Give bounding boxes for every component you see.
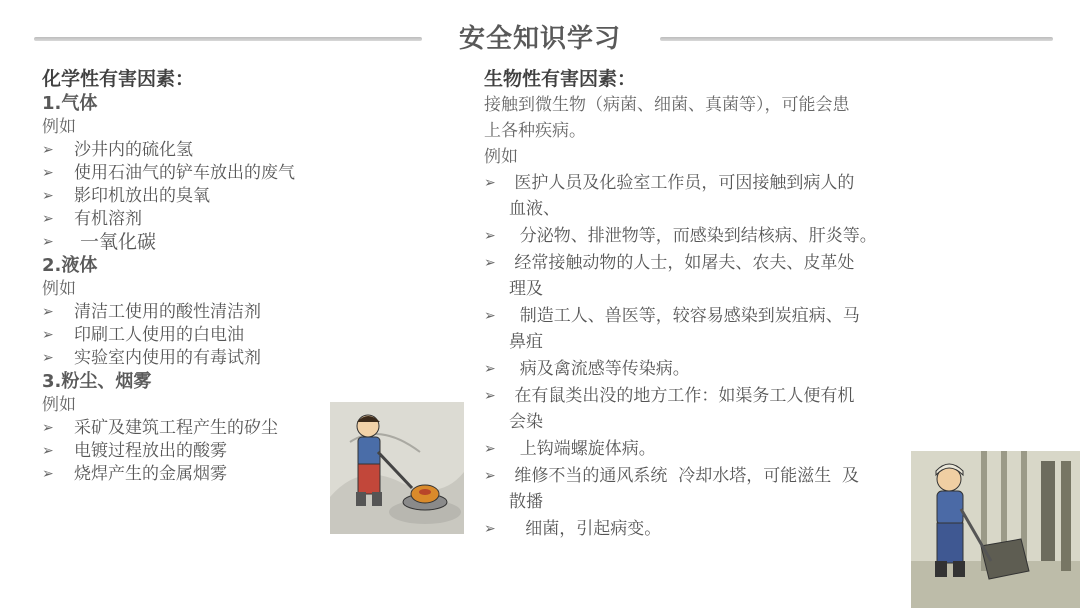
list-item: ➢ 病及禽流感等传染病。: [484, 356, 934, 382]
arrowhead-bullet-icon: ➢: [42, 420, 54, 436]
arrowhead-bullet-icon: ➢: [42, 188, 54, 204]
list-item: ➢ 分泌物、排泄物等，而感染到结核病、肝炎等。: [484, 223, 934, 249]
arrowhead-bullet-icon: ➢: [484, 521, 496, 537]
arrowhead-bullet-icon: ➢: [484, 468, 496, 484]
arrowhead-bullet-icon: ➢: [484, 228, 496, 244]
list-item: ➢ 清洁工使用的酸性清洁剂: [42, 302, 261, 322]
chemical-heading: 化学性有害因素：: [42, 68, 195, 90]
arrowhead-bullet-icon: ➢: [42, 443, 54, 459]
list-item: ➢ 维修不当的通风系统 冷却水塔，可能滋生 及 散播: [484, 463, 934, 515]
section-title-gas: 1.气体: [42, 93, 98, 114]
list-item: ➢ 经常接触动物的人士，如屠夫、农夫、皮革处 理及: [484, 250, 934, 302]
example-label: 例如: [484, 147, 518, 167]
example-label: 例如: [42, 279, 76, 299]
arrowhead-bullet-icon: ➢: [42, 234, 54, 250]
arrowhead-bullet-icon: ➢: [42, 211, 54, 227]
list-item: ➢ 在有鼠类出没的地方工作：如渠务工人便有机 会染: [484, 383, 934, 435]
list-item: ➢ 使用石油气的铲车放出的废气: [42, 163, 295, 183]
arrowhead-bullet-icon: ➢: [42, 466, 54, 482]
arrowhead-bullet-icon: ➢: [42, 142, 54, 158]
sewer-worker-illustration: [911, 451, 1080, 608]
list-item: ➢ 细菌，引起病变。: [484, 516, 934, 542]
intro-line: 上各种疾病。: [484, 121, 586, 141]
list-item: ➢ 印刷工人使用的白电油: [42, 325, 244, 345]
biological-hazards-column: [484, 66, 934, 543]
arrowhead-bullet-icon: ➢: [484, 361, 496, 377]
page-title: 安全知识学习: [458, 24, 621, 54]
example-label: 例如: [42, 117, 76, 137]
list-item: ➢ 一氧化碳: [42, 231, 157, 253]
list-item: ➢ 烧焊产生的金属烟雾: [42, 464, 227, 484]
arrowhead-bullet-icon: ➢: [484, 441, 496, 457]
list-item: ➢ 制造工人、兽医等，较容易感染到炭疽病、马 鼻疽: [484, 303, 934, 355]
list-item: ➢ 沙井内的硫化氢: [42, 140, 193, 160]
arrowhead-bullet-icon: ➢: [484, 308, 496, 324]
chemical-hazards-column: [42, 66, 342, 486]
list-item: ➢ 影印机放出的臭氧: [42, 186, 210, 206]
intro-line: 接触到微生物（病菌、细菌、真菌等），可能会患: [484, 95, 850, 115]
section-title-dust: 3.粉尘、烟雾: [42, 371, 152, 392]
list-item: ➢ 电镀过程放出的酸雾: [42, 441, 227, 461]
list-item: ➢ 实验室内使用的有毒试剂: [42, 348, 261, 368]
biological-heading: 生物性有害因素：: [484, 68, 637, 90]
arrowhead-bullet-icon: ➢: [42, 327, 54, 343]
list-item: ➢ 医护人员及化验室工作员，可因接触到病人的 血液、: [484, 170, 934, 222]
list-item: ➢ 采矿及建筑工程产生的矽尘: [42, 418, 278, 438]
arrowhead-bullet-icon: ➢: [42, 350, 54, 366]
arrowhead-bullet-icon: ➢: [484, 255, 496, 271]
arrowhead-bullet-icon: ➢: [484, 388, 496, 404]
list-item: ➢ 有机溶剂: [42, 209, 142, 229]
section-title-liquid: 2.液体: [42, 255, 98, 276]
arrowhead-bullet-icon: ➢: [42, 165, 54, 181]
example-label: 例如: [42, 395, 76, 415]
arrowhead-bullet-icon: ➢: [42, 304, 54, 320]
list-item: ➢ 上钩端螺旋体病。: [484, 436, 934, 462]
arrowhead-bullet-icon: ➢: [484, 175, 496, 191]
floor-polisher-worker-illustration: [330, 402, 464, 534]
